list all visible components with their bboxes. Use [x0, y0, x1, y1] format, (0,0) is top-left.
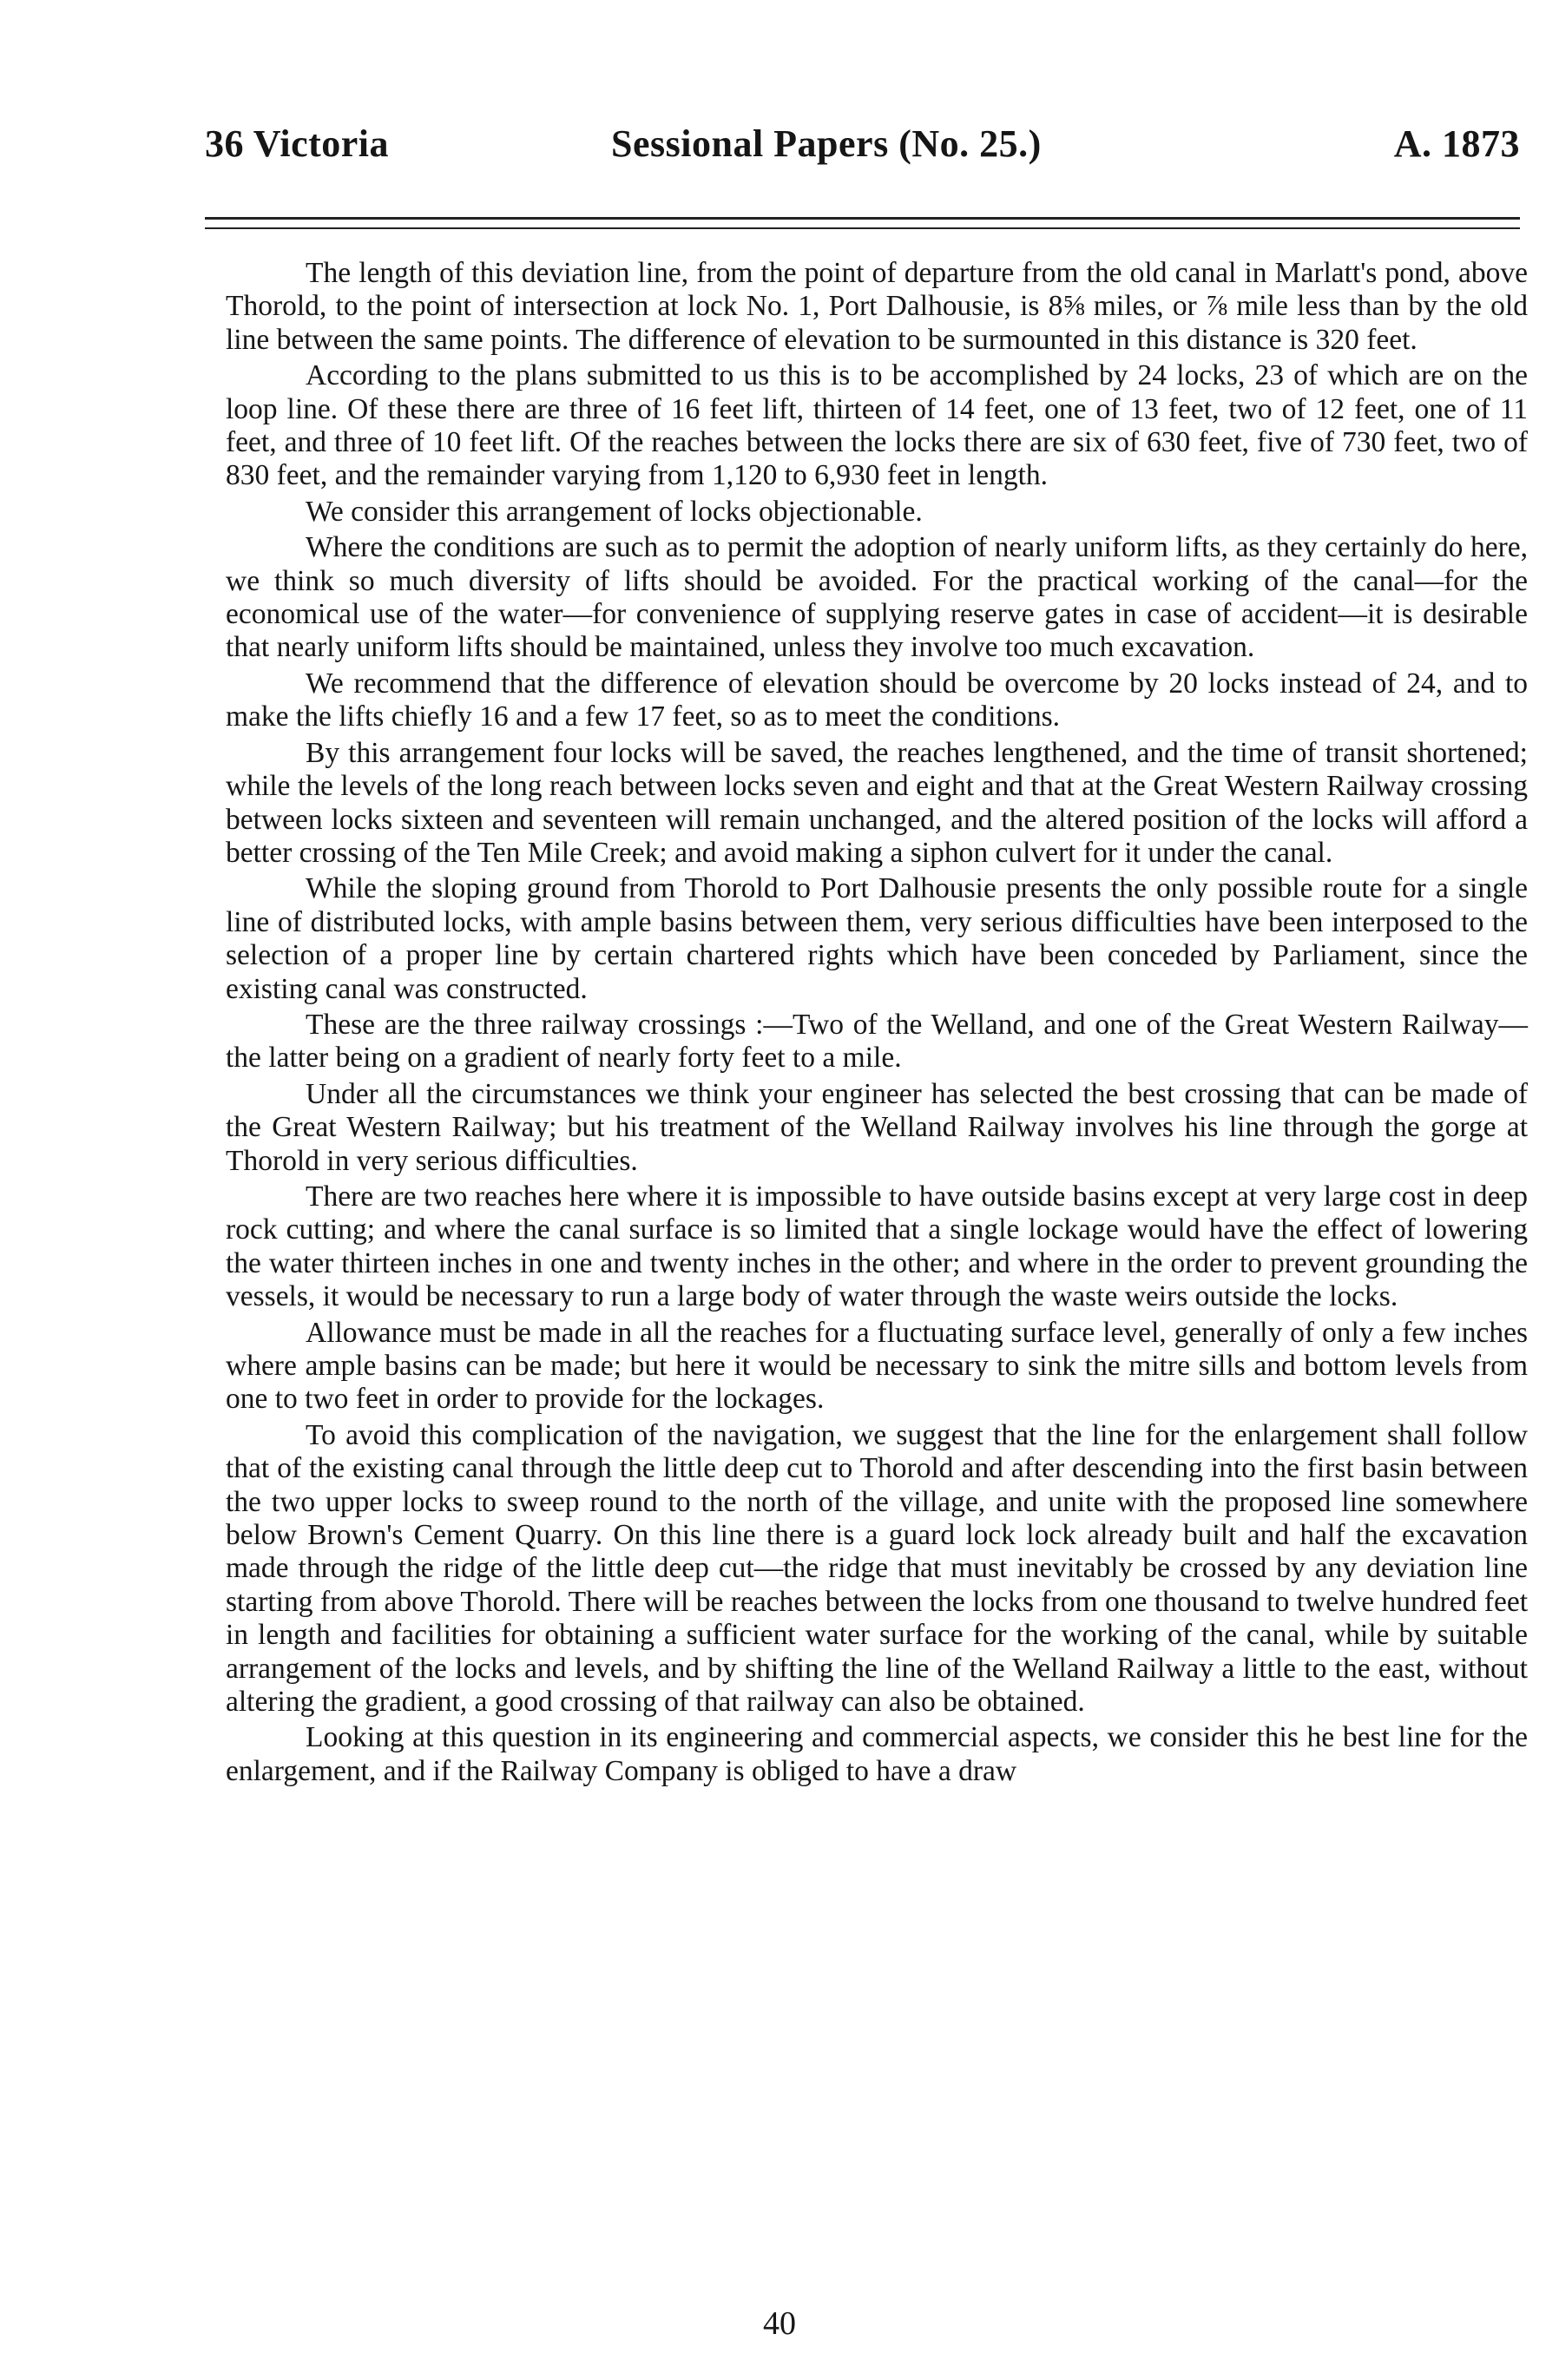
header-session: 36 Victoria	[205, 122, 390, 165]
paragraph: We consider this arrangement of locks objectionable.	[306, 495, 923, 528]
header-publication: Sessional Papers (No. 25.)	[611, 122, 1042, 165]
paragraph: The length of this deviation line, from the point of departure from the old canal in Marlatt's pond, above Thorold, to the point of intersection at lock No. 1, Port Dalhousie, is 8⅝ miles, or ⅞ mile less than by the old line between the same points. The difference of elevation to be surmounted in this distance is 320 feet.	[226, 257, 1528, 356]
header-year: A. 1873	[1393, 122, 1520, 165]
paragraph: We recommend that the difference of elevation should be overcome by 20 locks instead of 24, and to make the lifts chiefly 16 and a few 17 feet, so as to meet the conditions.	[226, 667, 1528, 733]
paragraph: To avoid this complication of the navigation, we suggest that the line for the enlargement shall follow that of the existing canal through the little deep cut to Thorold and after descending into the first basin between the two upper locks to sweep round to the north of the village, and unite with the proposed line somewhere below Brown's Cement Quarry. On this line there is a guard lock lock already built and half the excavation made through the ridge of the little deep cut—the ridge that must inevitably be crossed by any deviation line starting from above Thorold. There will be reaches between the locks from one thousand to twelve hundred feet in length and facilities for obtaining a sufficient water surface for the working of the canal, while by suitable arrangement of the locks and levels, and by shifting the line of the Welland Railway a little to the east, without altering the gradient, a good crossing of that railway can also be obtained.	[226, 1418, 1528, 1719]
paragraph: According to the plans submitted to us this is to be accomplished by 24 locks, 23 of which are on the loop line. Of these there are three of 16 feet lift, thirteen of 14 feet, one of 13 feet, two of 12 feet, one of 11 feet, and three of 10 feet lift. Of the reaches between the locks there are six of 630 feet, five of 730 feet, two of 830 feet, and the remainder varying from 1,120 to 6,930 feet in length.	[226, 359, 1528, 492]
body-text	[226, 257, 1528, 1791]
paragraph: There are two reaches here where it is impossible to have outside basins except at very large cost in deep rock cutting; and where the canal surface is so limited that a single lockage would have the effect of lowering the water thirteen inches in one and twenty inches in the other; and where in the order to prevent grounding the vessels, it would be necessary to run a large body of water through the waste weirs outside the locks.	[226, 1180, 1528, 1313]
paragraph: Under all the circumstances we think your engineer has selected the best crossing that can be made of the Great Western Railway; but his treatment of the Welland Railway involves his line through the gorge at Thorold in very serious difficulties.	[226, 1077, 1528, 1177]
paragraph: Looking at this question in its engineering and commercial aspects, we consider this he best line for the enlargement, and if the Railway Company is obliged to have a draw	[226, 1721, 1528, 1787]
page-number: 40	[763, 2305, 796, 2342]
paragraph: Allowance must be made in all the reaches for a fluctuating surface level, generally of only a few inches where ample basins can be made; but here it would be necessary to sink the mitre sills and bottom levels from one to two feet in order to provide for the lockages.	[226, 1316, 1528, 1416]
paragraph: While the sloping ground from Thorold to Port Dalhousie presents the only possible route for a single line of distributed locks, with ample basins between them, very serious difficulties have been interposed to the selection of a proper line by certain chartered rights which have been conceded by Parliament, since the existing canal was constructed.	[226, 872, 1528, 1005]
paragraph: Where the conditions are such as to permit the adoption of nearly uniform lifts, as they certainly do here, we think so much diversity of lifts should be avoided. For the practical working of the canal—for the economical use of the water—for convenience of supplying reserve gates in case of accident—it is desirable that nearly uniform lifts should be maintained, unless they involve too much excavation.	[226, 531, 1528, 664]
running-header	[205, 122, 1520, 177]
paragraph: These are the three railway crossings :—Two of the Welland, and one of the Great Western Railway—the latter being on a gradient of nearly forty feet to a mile.	[226, 1008, 1528, 1075]
header-rule-bottom	[205, 227, 1520, 229]
header-rule-top	[205, 217, 1520, 220]
paragraph: By this arrangement four locks will be saved, the reaches lengthened, and the time of transit shortened; while the levels of the long reach between locks seven and eight and that at the Great Western Railway crossing between locks sixteen and seventeen will remain unchanged, and the altered position of the locks will afford a better crossing of the Ten Mile Creek; and avoid making a siphon culvert for it under the canal.	[226, 736, 1528, 869]
